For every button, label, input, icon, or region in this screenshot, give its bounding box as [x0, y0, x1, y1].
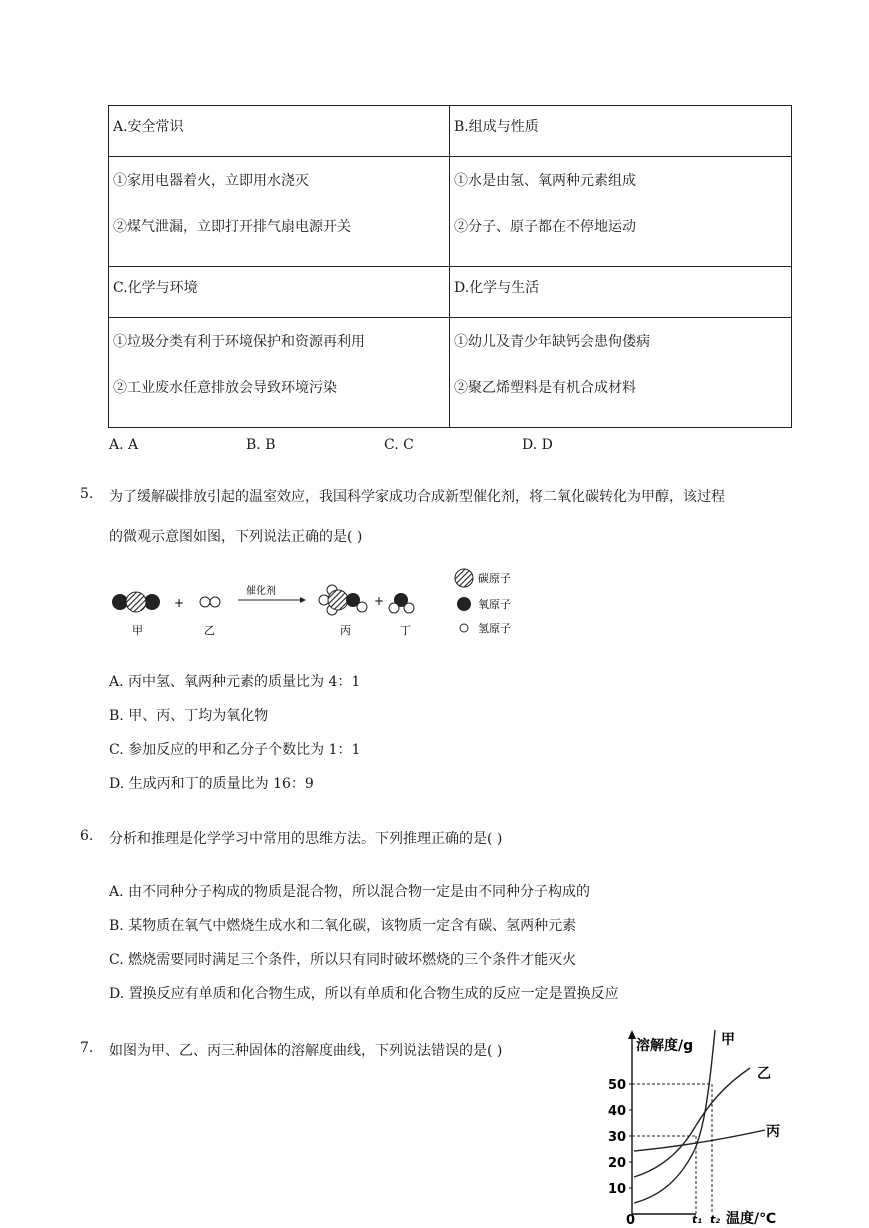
legend-carbon-label: 碳原子 [478, 572, 511, 585]
series-label-bing: 丙 [766, 1124, 780, 1140]
cell-a-title: A.安全常识 [109, 106, 450, 157]
cell-b-content [450, 157, 792, 267]
y-tick-label: 30 [608, 1130, 627, 1145]
label-yi: 乙 [204, 624, 215, 637]
label-ding: 丁 [400, 624, 411, 637]
label-bing: 丙 [340, 624, 351, 637]
cell-b-line-1: ①水是由氢、氧两种元素组成 [454, 173, 636, 189]
x-tick-label: t₁ [692, 1213, 703, 1226]
origin-label: 0 [626, 1213, 636, 1228]
cell-d-line-1: ①幼儿及青少年缺钙会患佝偻病 [454, 334, 650, 350]
cell-c-title: C.化学与环境 [109, 267, 450, 318]
molecule-jia [112, 592, 160, 612]
q7-number: 7. [80, 1040, 94, 1056]
guide-lines [632, 1084, 712, 1214]
q5-stem-line-1: 为了缓解碳排放引起的温室效应，我国科学家成功合成新型催化剂，将二氧化碳转化为甲醇，该过程 [109, 489, 725, 505]
q4-choice-b[interactable]: B. B [246, 437, 276, 453]
y-tick-label: 50 [608, 1078, 627, 1093]
molecule-ding [389, 593, 414, 613]
q5-option-c[interactable]: C. 参加反应的甲和乙分子个数比为 1：1 [109, 742, 361, 758]
cell-b-title: B.组成与性质 [450, 106, 792, 157]
cell-c-line-2: ②工业废水任意排放会导致环境污染 [113, 380, 337, 396]
solubility-chart [600, 1024, 800, 1228]
series-label-jia: 甲 [721, 1032, 735, 1048]
q7-stem: 如图为甲、乙、丙三种固体的溶解度曲线，下列说法错误的是( ) [109, 1043, 503, 1059]
cell-b-line-2: ②分子、原子都在不停地运动 [454, 219, 636, 235]
cell-a-line-1: ①家用电器着火，立即用水浇灭 [113, 173, 309, 189]
y-tick-label: 10 [608, 1182, 627, 1197]
x-axis-label: 温度/℃ [726, 1211, 777, 1227]
plus-sign-1: + [174, 596, 185, 610]
q5-option-d[interactable]: D. 生成丙和丁的质量比为 16：9 [109, 776, 314, 792]
y-tick-label: 40 [608, 1104, 627, 1119]
reaction-arrow-head [300, 597, 306, 603]
y-axis-label: 溶解度/g [636, 1038, 694, 1054]
q4-choice-d[interactable]: D. D [522, 437, 553, 453]
cell-a-line-2: ②煤气泄漏，立即打开排气扇电源开关 [113, 219, 351, 235]
y-axis-arrow [628, 1030, 636, 1039]
cell-d-content [450, 318, 792, 428]
q6-option-b[interactable]: B. 某物质在氧气中燃烧生成水和二氧化碳，该物质一定含有碳、氢两种元素 [109, 918, 577, 934]
legend [455, 569, 511, 635]
curve-jia [634, 1030, 715, 1203]
q6-number: 6. [80, 828, 94, 844]
y-tick-label: 20 [608, 1156, 627, 1171]
q5-number: 5. [80, 486, 94, 502]
legend-oxygen-icon [457, 597, 471, 611]
reaction-diagram [100, 560, 540, 642]
q4-choice-a[interactable]: A. A [109, 437, 139, 453]
q6-option-c[interactable]: C. 燃烧需要同时满足三个条件，所以只有同时破坏燃烧的三个条件才能灭火 [109, 952, 577, 968]
legend-hydrogen-icon [460, 624, 468, 632]
q5-option-a[interactable]: A. 丙中氢、氧两种元素的质量比为 4：1 [109, 674, 361, 690]
q5-stem-line-2: 的微观示意图如图，下列说法正确的是( ) [109, 529, 363, 545]
q6-stem: 分析和推理是化学学习中常用的思维方法。下列推理正确的是( ) [109, 831, 503, 847]
cell-a-content [109, 157, 450, 267]
molecule-bing [319, 585, 367, 615]
label-jia: 甲 [132, 624, 143, 637]
x-tick-label: t₂ [710, 1213, 721, 1226]
q6-option-a[interactable]: A. 由不同种分子构成的物质是混合物，所以混合物一定是由不同种分子构成的 [109, 884, 591, 900]
legend-oxygen-label: 氧原子 [478, 598, 511, 611]
series-label-yi: 乙 [757, 1066, 771, 1082]
legend-hydrogen-label: 氢原子 [478, 622, 511, 635]
q6-option-d[interactable]: D. 置换反应有单质和化合物生成，所以有单质和化合物生成的反应一定是置换反应 [109, 986, 619, 1002]
q5-option-b[interactable]: B. 甲、丙、丁均为氧化物 [109, 708, 269, 724]
cell-c-line-1: ①垃圾分类有利于环境保护和资源再利用 [113, 334, 365, 350]
plus-sign-2: + [374, 594, 385, 608]
legend-carbon-icon [455, 569, 473, 587]
catalyst-label: 催化剂 [246, 586, 276, 597]
cell-d-title: D.化学与生活 [450, 267, 792, 318]
knowledge-table [108, 105, 792, 428]
q4-choice-c[interactable]: C. C [384, 437, 414, 453]
cell-c-content [109, 318, 450, 428]
molecule-yi [200, 597, 220, 607]
y-ticks [608, 1078, 632, 1197]
x-ticks [692, 1213, 720, 1226]
curve-bing [634, 1130, 765, 1151]
cell-d-line-2: ②聚乙烯塑料是有机合成材料 [454, 380, 636, 396]
